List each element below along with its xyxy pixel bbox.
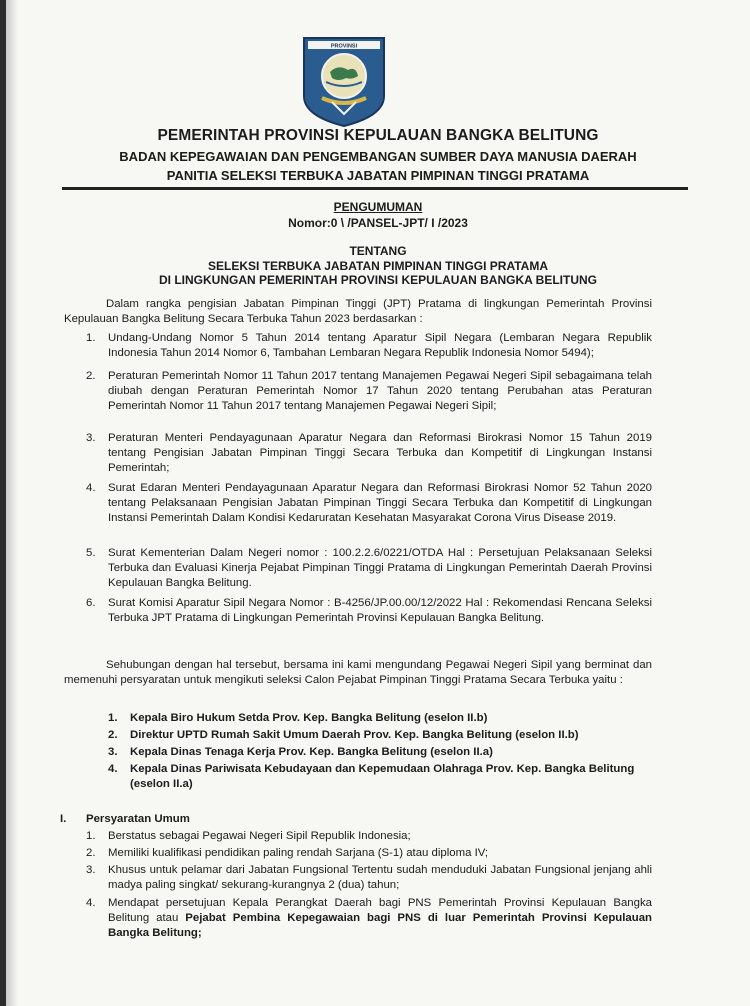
header-committee-name: PANITIA SELEKSI TERBUKA JABATAN PIMPINAN TINGGI PRATAMA	[166, 168, 590, 183]
list-item-number: 1.	[86, 332, 96, 344]
list-item-text: Peraturan Pemerintah Nomor 11 Tahun 2017 tentang Manajemen Pegawai Negeri Sipil sebagaimana telah diubah dengan Peraturan Pemerintah Nomor 17 Tahun 2020 tentang Perubahan atas Peraturan Pemerintah Nomor 11 Tahun 2017 tentang Manajemen Pegawai Negeri Sipil;	[108, 370, 652, 412]
list-item	[86, 431, 652, 481]
invitation-paragraph	[64, 658, 652, 688]
list-item-text: Memiliki kualifikasi pendidikan paling rendah Sarjana (S-1) atau diploma IV;	[108, 847, 489, 859]
intro-text: Dalam rangka pengisian Jabatan Pimpinan Tinggi (JPT) Pratama di lingkungan Pemerintah Provinsi Kepulauan Bangka Belitung Secara Terbuka Tahun 2023 berdasarkan :	[64, 298, 652, 325]
list-item	[86, 596, 652, 646]
list-item-number: 1.	[108, 712, 118, 724]
announcement-about: TENTANG	[349, 244, 407, 258]
announcement-subject-line2: DI LINGKUNGAN PEMERINTAH PROVINSI KEPULAUAN BANGKA BELITUNG	[158, 273, 597, 287]
header-agency-name: BADAN KEPEGAWAIAN DAN PENGEMBANGAN SUMBER DAYA MANUSIA DAERAH	[119, 149, 637, 164]
list-item	[86, 896, 652, 941]
announcement-title: PENGUMUMAN	[333, 200, 423, 214]
list-item	[86, 369, 652, 431]
list-item-number: 1.	[86, 830, 96, 842]
list-item-text: Undang-Undang Nomor 5 Tahun 2014 tentang Aparatur Sipil Negara (Lembaran Negara Republik Indonesia Tahun 2014 Nomor 6, Tambahan Lembaran Negara Republik Indonesia Nomor 5494);	[108, 332, 652, 359]
list-item-text: Direktur UPTD Rumah Sakit Umum Daerah Prov. Kep. Bangka Belitung (eselon II.b)	[130, 729, 579, 741]
list-item-text: Berstatus sebagai Pegawai Negeri Sipil Republik Indonesia;	[108, 830, 411, 842]
announcement-subject-line1: SELEKSI TERBUKA JABATAN PIMPINAN TINGGI PRATAMA	[207, 259, 548, 273]
header-divider	[62, 187, 688, 190]
list-item-text	[108, 896, 652, 941]
list-item	[86, 829, 652, 846]
list-item-number: 2.	[86, 370, 96, 382]
list-item-number: 2.	[108, 729, 118, 741]
list-item	[86, 846, 652, 863]
list-item	[108, 728, 652, 745]
section-heading	[60, 812, 652, 827]
list-item-number: 4.	[108, 763, 118, 775]
list-item-number: 3.	[108, 746, 118, 758]
list-item	[86, 863, 652, 896]
intro-paragraph	[64, 297, 652, 327]
positions-list	[108, 711, 652, 792]
list-item	[86, 481, 652, 546]
list-item-text: Surat Kementerian Dalam Negeri nomor : 100.2.2.6/0221/OTDA Hal : Persetujuan Pelaksanaan Seleksi Terbuka dan Evaluasi Kinerja Pejabat Pimpinan Tinggi Pratama di Lingkungan Pemerintah Daerah Provinsi Kepulauan Bangka Belitung.	[108, 547, 652, 589]
list-item-text: Kepala Dinas Pariwisata Kebudayaan dan Kepemudaan Olahraga Prov. Kep. Bangka Belitung (eselon II.a)	[130, 763, 635, 790]
header-government-name: PEMERINTAH PROVINSI KEPULAUAN BANGKA BELITUNG	[157, 127, 599, 144]
list-item-text: Peraturan Menteri Pendayagunaan Aparatur Negara dan Reformasi Birokrasi Nomor 15 Tahun 2019 tentang Pengisian Jabatan Pimpinan Tinggi Secara Terbuka dan Kompetitif di Lingkungan Instansi Pemerintah;	[108, 432, 652, 474]
list-item-text: Kepala Dinas Tenaga Kerja Prov. Kep. Bangka Belitung (eselon II.a)	[130, 746, 493, 758]
general-requirements-list	[86, 829, 652, 941]
section-number: I.	[60, 813, 67, 825]
invitation-text: Sehubungan dengan hal tersebut, bersama ini kami mengundang Pegawai Negeri Sipil yang berminat dan memenuhi persyaratan untuk mengikuti seleksi Calon Pejabat Pimpinan Tinggi Pratama Secara Terbuka yaitu :	[64, 659, 652, 686]
list-item	[86, 546, 652, 596]
list-item-text: Khusus untuk pelamar dari Jabatan Fungsional Tertentu sudah menduduki Jabatan Fungsional jenjang ahli madya paling singkat/ sekurang-kurangnya 2 (dua) tahun;	[108, 864, 652, 891]
list-item	[86, 331, 652, 369]
legal-basis-list	[86, 331, 652, 646]
list-item-text: Kepala Biro Hukum Setda Prov. Kep. Bangka Belitung (eselon II.b)	[130, 712, 488, 724]
list-item-text-regular: Mendapat persetujuan Kepala Perangkat Daerah bagi PNS Pemerintah Provinsi Kepulauan Bangka Belitung atau	[108, 897, 652, 924]
list-item-number: 5.	[86, 547, 96, 559]
list-item-text: Surat Komisi Aparatur Sipil Negara Nomor : B-4256/JP.00.00/12/2022 Hal : Rekomendasi Rencana Seleksi Terbuka JPT Pratama di Lingkungan Pemerintah Provinsi Kepulauan Bangka Belitung.	[108, 597, 652, 624]
list-item	[108, 711, 652, 728]
list-item-number: 6.	[86, 597, 96, 609]
section-general-requirements	[60, 812, 652, 827]
list-item-number: 3.	[86, 864, 96, 876]
list-item-text-bold: Pejabat Pembina Kepegawaian bagi PNS di luar Pemerintah Provinsi Kepulauan Bangka Belitung;	[108, 912, 652, 939]
list-item	[108, 745, 652, 762]
section-title: Persyaratan Umum	[86, 813, 190, 825]
list-item	[108, 762, 652, 792]
list-item-number: 4.	[86, 897, 96, 909]
announcement-number: Nomor:0 \ /PANSEL-JPT/ I /2023	[288, 216, 468, 230]
list-item-text: Surat Edaran Menteri Pendayagunaan Aparatur Negara dan Reformasi Birokrasi Nomor 52 Tahun 2020 tentang Pelaksanaan Pengisian Jabatan Pimpinan Tinggi Secara Terbuka dan Kompetitif di Lingkungan Instansi Pemerintah Dalam Kondisi Kedaruratan Kesehatan Masyarakat Corona Virus Disease 2019.	[108, 482, 652, 524]
list-item-number: 3.	[86, 432, 96, 444]
list-item-number: 2.	[86, 847, 96, 859]
list-item-number: 4.	[86, 482, 96, 494]
document-page	[6, 0, 750, 1006]
provincial-emblem-logo	[302, 36, 386, 128]
svg-text:PROVINSI: PROVINSI	[330, 43, 358, 50]
